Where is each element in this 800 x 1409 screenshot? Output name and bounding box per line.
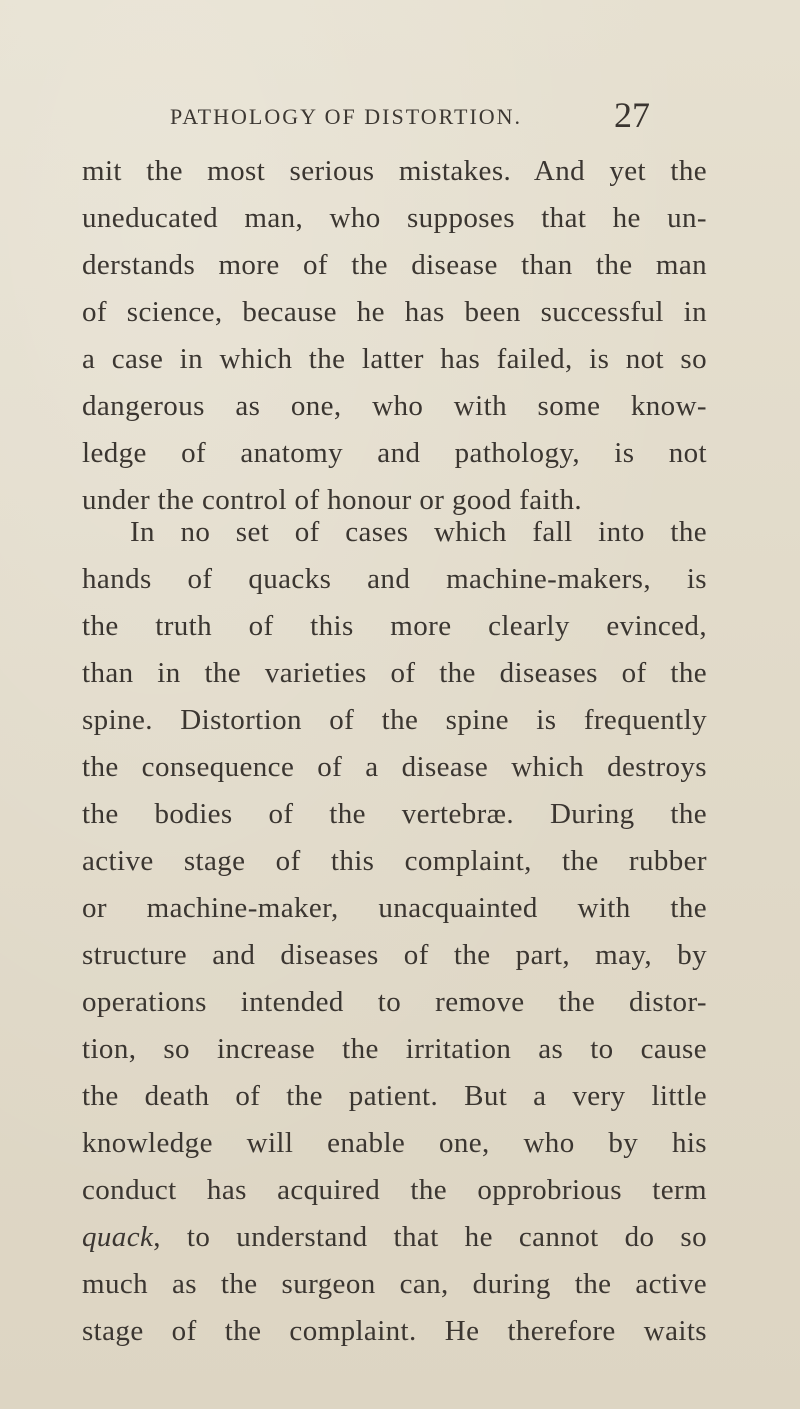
paragraph-1	[82, 148, 707, 524]
text-line-rest: , to understand that he cannot do so	[153, 1221, 707, 1253]
text-line: knowledge will enable one, who by his	[82, 1127, 707, 1159]
text-line: In no set of cases which fall into the	[130, 516, 707, 548]
text-line: dangerous as one, who with some know-	[82, 390, 707, 422]
text-line: ledge of anatomy and pathology, is not	[82, 437, 707, 469]
italic-term: quack	[82, 1221, 154, 1253]
text-line: uneducated man, who supposes that he un-	[82, 202, 707, 234]
text-line: the truth of this more clearly evinced,	[82, 610, 707, 642]
text-line: of science, because he has been successful in	[82, 296, 707, 328]
text-line: much as the surgeon can, during the active	[82, 1268, 707, 1300]
text-line: spine. Distortion of the spine is frequently	[82, 704, 707, 736]
text-line: a case in which the latter has failed, is not so	[82, 343, 707, 375]
text-line: hands of quacks and machine-makers, is	[82, 563, 707, 595]
text-line: derstands more of the disease than the man	[82, 249, 707, 281]
text-line: operations intended to remove the distor-	[82, 986, 707, 1018]
text-line: than in the varieties of the diseases of the	[82, 657, 707, 689]
text-line: active stage of this complaint, the rubber	[82, 845, 707, 877]
text-line: the consequence of a disease which destroys	[82, 751, 707, 783]
page-number: 27	[614, 95, 650, 135]
text-line: the bodies of the vertebræ. During the	[82, 798, 707, 830]
text-line: stage of the complaint. He therefore waits	[82, 1315, 707, 1347]
text-line: conduct has acquired the opprobrious term	[82, 1174, 707, 1206]
paragraph-2	[82, 509, 707, 1355]
text-line: structure and diseases of the part, may, by	[82, 939, 707, 971]
text-line-mixed	[82, 1214, 707, 1261]
running-head: PATHOLOGY OF DISTORTION.	[170, 104, 523, 129]
text-line: tion, so increase the irritation as to cause	[82, 1033, 707, 1065]
text-line: the death of the patient. But a very little	[82, 1080, 707, 1112]
text-line: mit the most serious mistakes. And yet the	[82, 155, 707, 187]
text-line: under the control of honour or good faith.	[82, 484, 583, 516]
text-line: or machine-maker, unacquainted with the	[82, 892, 707, 924]
